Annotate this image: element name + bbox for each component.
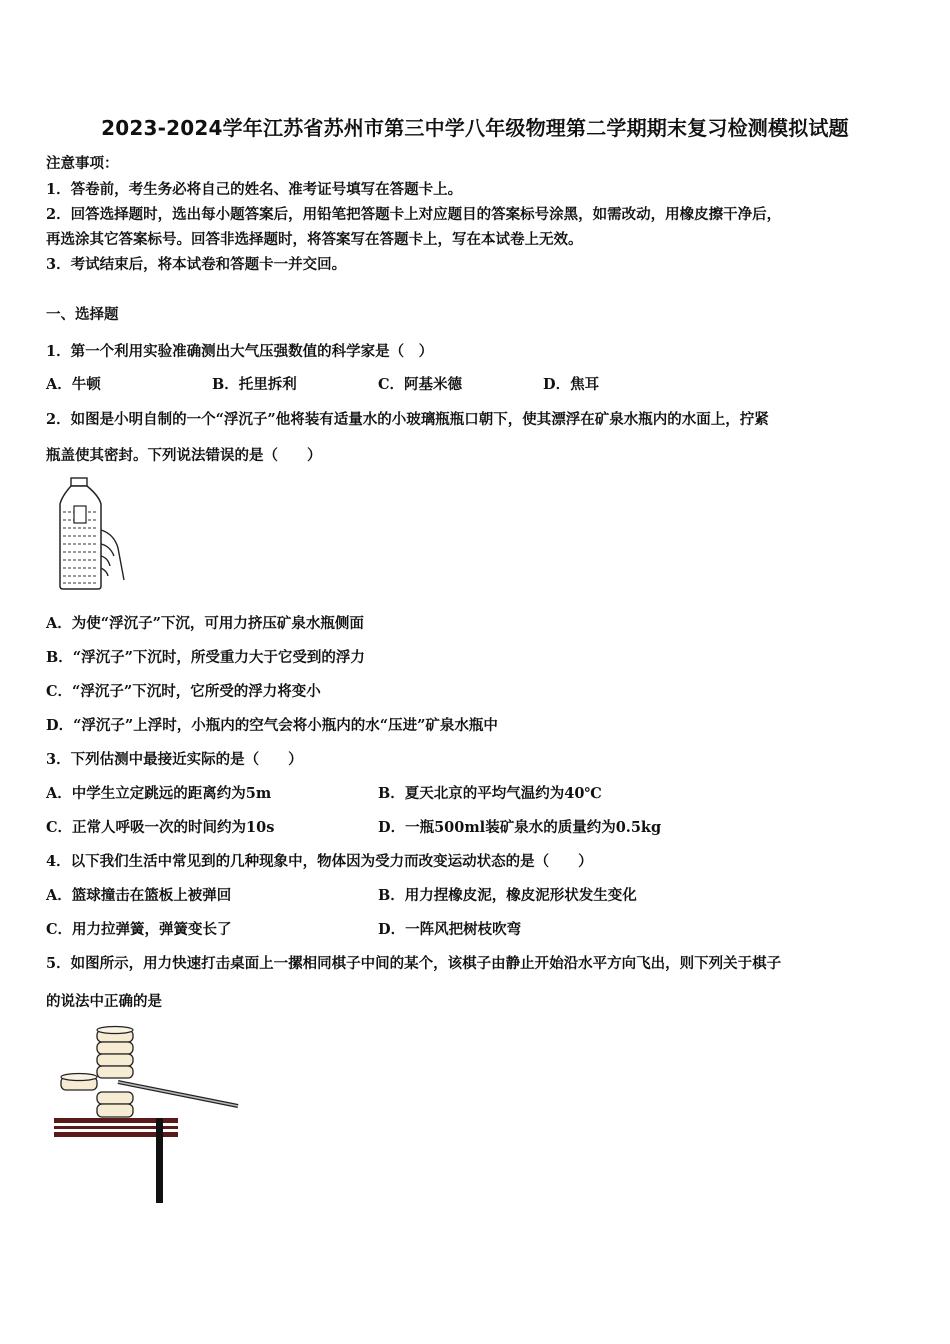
question-4-option-a[interactable]: A．篮球撞击在篮板上被弹回 [46,887,232,904]
question-1-stem: 1．第一个利用实验准确测出大气压强数值的科学家是（ ） [46,343,434,360]
question-4-option-d[interactable]: D．一阵风把树枝吹弯 [378,921,522,938]
question-1-option-d[interactable]: D．焦耳 [543,376,600,393]
notice-item: 再选涂其它答案标号。回答非选择题时，将答案写在答题卡上，写在本试卷上无效。 [46,231,583,248]
notice-item: 1．答卷前，考生务必将自己的姓名、准考证号填写在答题卡上。 [46,181,463,198]
question-2-option-d[interactable]: D．“浮沉子”上浮时，小瓶内的空气会将小瓶内的水“压进”矿泉水瓶中 [46,717,498,734]
question-2-stem: 瓶盖使其密封。下列说法错误的是（ ） [46,447,322,464]
question-2-option-b[interactable]: B．“浮沉子”下沉时，所受重力大于它受到的浮力 [46,649,365,666]
notice-heading: 注意事项： [46,155,119,172]
question-1-option-b[interactable]: B．托里拆利 [212,376,297,393]
question-4-option-c[interactable]: C．用力拉弹簧，弹簧变长了 [46,921,232,938]
question-3-option-a[interactable]: A．中学生立定跳远的距离约为5m [46,785,272,802]
question-2-option-a[interactable]: A．为使“浮沉子”下沉，可用力挤压矿泉水瓶侧面 [46,615,364,632]
question-3-option-d[interactable]: D．一瓶500ml装矿泉水的质量约为0.5kg [378,819,662,836]
question-1-option-c[interactable]: C．阿基米德 [378,376,463,393]
question-5-stem: 5．如图所示，用力快速打击桌面上一摞相同棋子中间的某个，该棋子由静止开始沿水平方向飞出，则下列关于棋子 [46,955,782,972]
exam-title: 2023-2024学年江苏省苏州市第三中学八年级物理第二学期期末复习检测模拟试题 [101,116,849,140]
cartesian-diver-bottle-figure [52,476,134,594]
question-4-option-b[interactable]: B．用力捏橡皮泥，橡皮泥形状发生变化 [378,887,637,904]
question-2-option-c[interactable]: C．“浮沉子”下沉时，它所受的浮力将变小 [46,683,321,700]
question-3-option-b[interactable]: B．夏天北京的平均气温约为40℃ [378,785,602,802]
question-3-option-c[interactable]: C．正常人呼吸一次的时间约为10s [46,819,275,836]
question-3-stem: 3．下列估测中最接近实际的是（ ） [46,751,303,768]
section-heading: 一、选择题 [46,306,119,323]
notice-item: 3．考试结束后，将本试卷和答题卡一并交回。 [46,256,347,273]
question-4-stem: 4．以下我们生活中常见到的几种现象中，物体因为受力而改变运动状态的是（ ） [46,853,593,870]
question-5-stem: 的说法中正确的是 [46,993,162,1010]
chess-pieces-stack-figure [50,1022,246,1206]
question-2-stem: 2．如图是小明自制的一个“浮沉子”他将装有适量水的小玻璃瓶瓶口朝下，使其漂浮在矿泉水瓶内的水面上，拧紧 [46,411,769,428]
notice-item: 2．回答选择题时，选出每小题答案后，用铅笔把答题卡上对应题目的答案标号涂黑，如需改动，用橡皮擦干净后， [46,206,782,223]
question-1-option-a[interactable]: A．牛顿 [46,376,101,393]
